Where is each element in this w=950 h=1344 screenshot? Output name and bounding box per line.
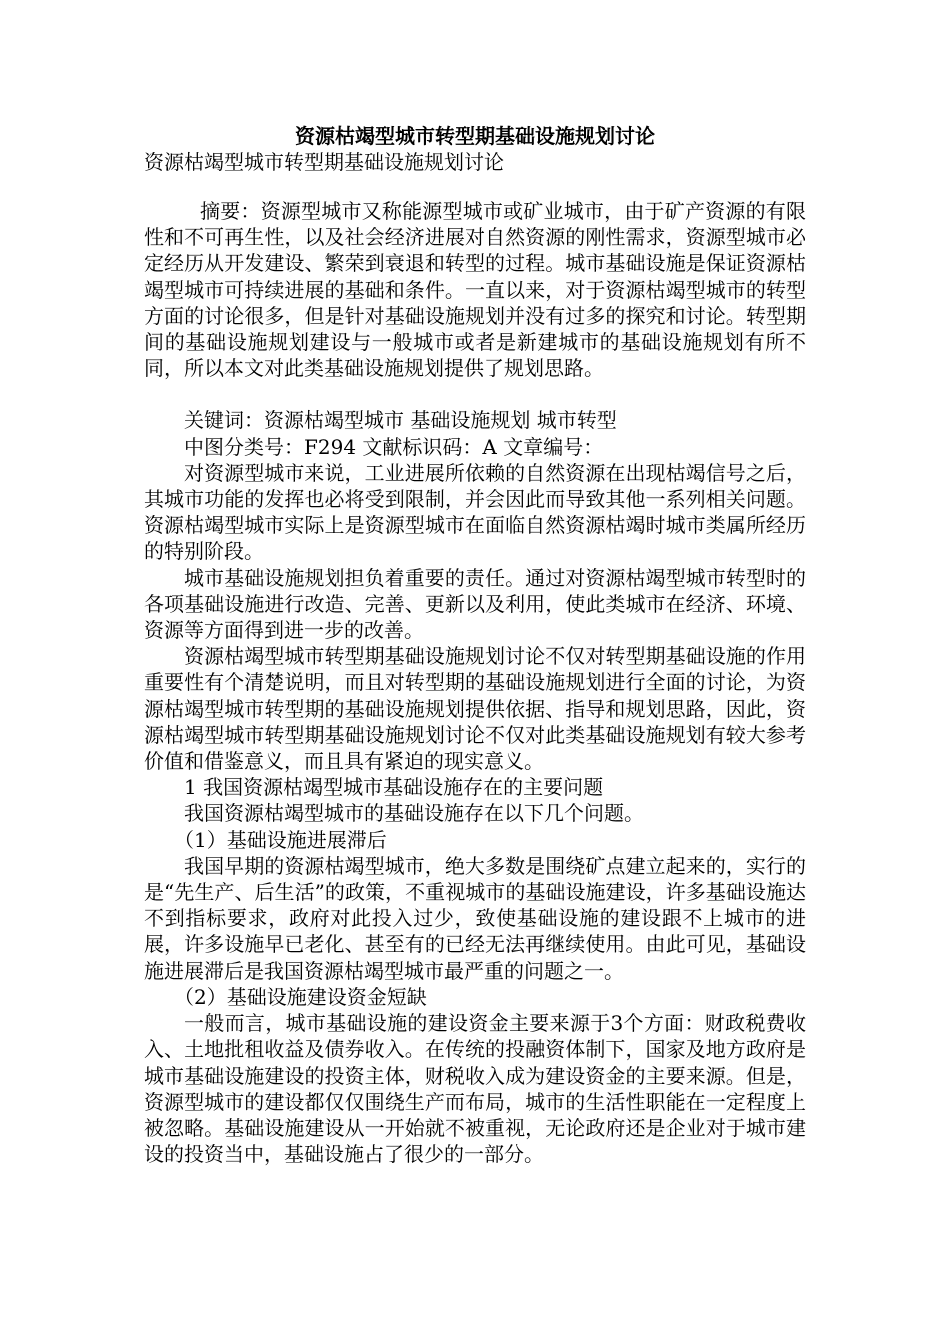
body-paragraph: 资源枯竭型城市转型期基础设施规划讨论不仅对转型期基础设施的作用重要性有个清楚说明，而且对转型期的基础设施规划进行全面的讨论，为资源枯竭型城市转型期的基础设施规划提供依据、指导和规划思路，因此，资源枯竭型城市转型期基础设施规划讨论不仅对此类基础设施规划有较大参考价值和借鉴意义，而且具有紧迫的现实意义。 — [144, 644, 806, 774]
body-paragraph: 对资源型城市来说，工业进展所依赖的自然资源在出现枯竭信号之后，其城市功能的发挥也必将受到限制，并会因此而导致其他一系列相关问题。资源枯竭型城市实际上是资源型城市在面临自然资源枯竭时城市类属所经历的特别阶段。 — [144, 460, 806, 564]
document-body — [144, 198, 806, 1167]
document-subtitle: 资源枯竭型城市转型期基础设施规划讨论 — [144, 150, 504, 174]
body-paragraph: 我国资源枯竭型城市的基础设施存在以下几个问题。 — [184, 801, 644, 826]
body-paragraph: 一般而言，城市基础设施的建设资金主要来源于3个方面：财政税费收入、土地批租收益及债券收入。在传统的投融资体制下，国家及地方政府是城市基础设施建设的投资主体，财税收入成为建设资金的主要来源。但是，资源型城市的建设都仅仅围绕生产而布局，城市的生活性职能在一定程度上被忽略。基础设施建设从一开始就不被重视，无论政府还是企业对于城市建设的投资当中，基础设施占了很少的一部分。 — [144, 1011, 806, 1167]
subsection-heading: （1）基础设施进展滞后 — [174, 827, 387, 852]
section-heading: 1 我国资源枯竭型城市基础设施存在的主要问题 — [184, 775, 604, 800]
classification-line: 中图分类号：F294 文献标识码：A 文章编号： — [184, 434, 604, 459]
abstract-paragraph: 摘要：资源型城市又称能源型城市或矿业城市，由于矿产资源的有限性和不可再生性，以及社会经济进展对自然资源的刚性需求，资源型城市必定经历从开发建设、繁荣到衰退和转型的过程。城市基础设施是保证资源枯竭型城市可持续进展的基础和条件。一直以来，对于资源枯竭型城市的转型方面的讨论很多，但是针对基础设施规划并没有过多的探究和讨论。转型期间的基础设施规划建设与一般城市或者是新建城市的基础设施规划有所不同，所以本文对此类基础设施规划提供了规划思路。 — [144, 199, 806, 381]
document-title: 资源枯竭型城市转型期基础设施规划讨论 — [295, 124, 655, 148]
body-paragraph: 我国早期的资源枯竭型城市，绝大多数是围绕矿点建立起来的，实行的是“先生产、后生活”的政策，不重视城市的基础设施建设，许多基础设施达不到指标要求，政府对此投入过少，致使基础设施的建设跟不上城市的进展，许多设施早已老化、甚至有的已经无法再继续使用。由此可见，基础设施进展滞后是我国资源枯竭型城市最严重的问题之一。 — [144, 853, 806, 983]
spacer — [144, 381, 806, 407]
body-paragraph: 城市基础设施规划担负着重要的责任。通过对资源枯竭型城市转型时的各项基础设施进行改造、完善、更新以及利用，使此类城市在经济、环境、资源等方面得到进一步的改善。 — [144, 565, 806, 643]
keywords-line: 关键词：资源枯竭型城市 基础设施规划 城市转型 — [184, 408, 617, 433]
subsection-heading: （2）基础设施建设资金短缺 — [174, 984, 427, 1009]
